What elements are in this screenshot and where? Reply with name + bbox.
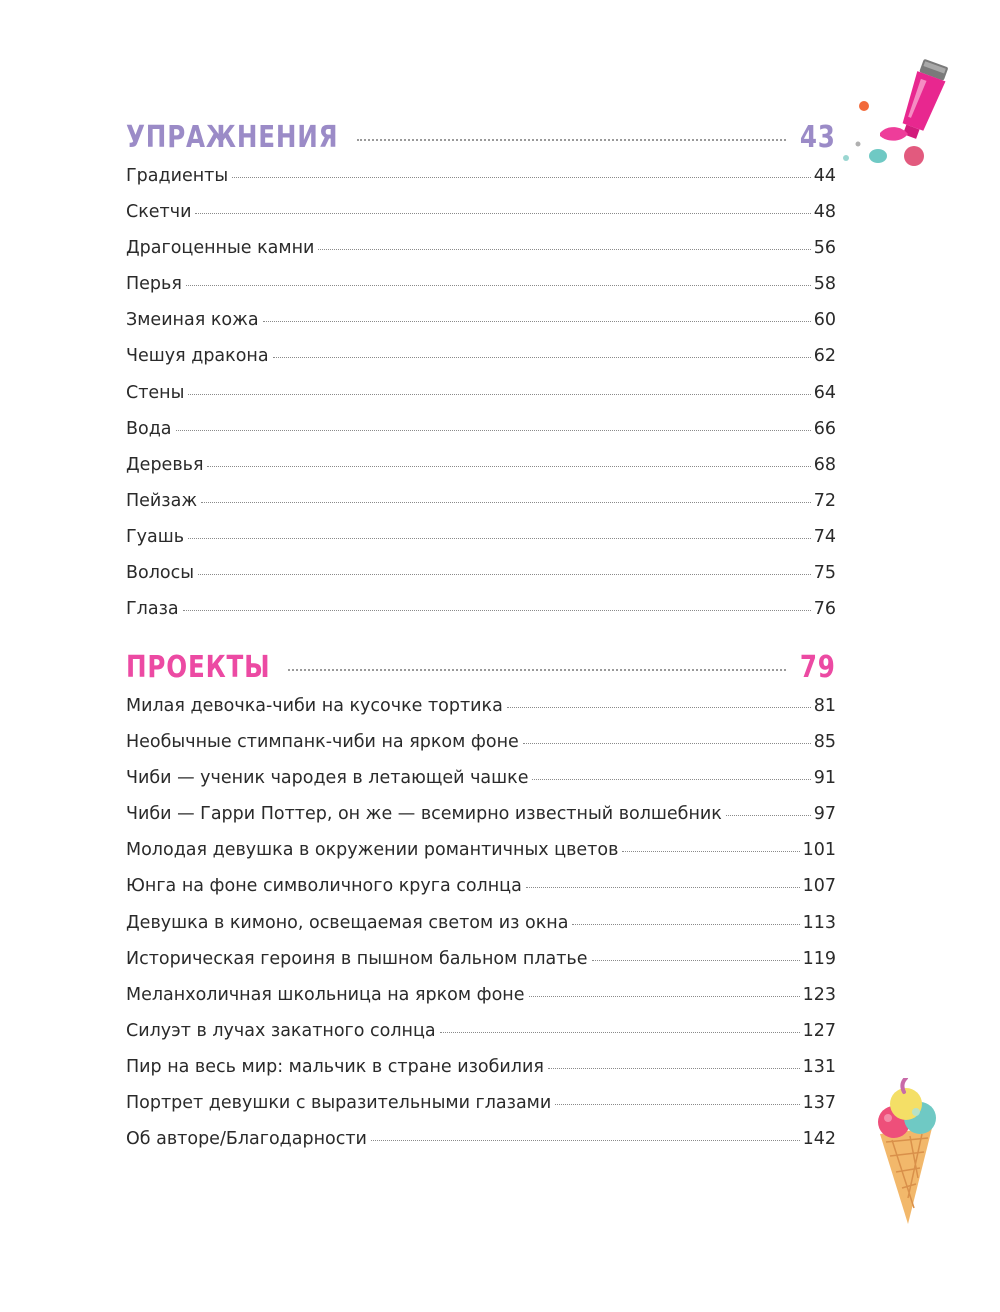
toc-entry[interactable]: [126, 802, 836, 838]
entry-page-number: 127: [802, 1020, 836, 1041]
toc-entry[interactable]: [126, 983, 836, 1019]
entry-title: Вода: [126, 418, 172, 439]
entry-page-number: 44: [813, 166, 836, 186]
entry-title: Необычные стимпанк-чиби на ярком фоне: [126, 732, 519, 753]
entry-title: Девушка в кимоно, освещаемая светом из окна: [126, 912, 569, 933]
entry-title: Градиенты: [126, 166, 229, 186]
entry-page-number: 119: [802, 948, 836, 969]
entry-page-number: 64: [813, 382, 836, 403]
toc-entry[interactable]: [126, 1091, 836, 1127]
toc-entry[interactable]: [126, 381, 836, 417]
toc-entry[interactable]: [126, 838, 836, 874]
entry-title: Драгоценные камни: [126, 238, 315, 259]
entry-title: Перья: [126, 274, 182, 295]
entry-title: Деревья: [126, 454, 204, 475]
toc-entry[interactable]: [126, 874, 836, 910]
entry-title: Скетчи: [126, 202, 192, 223]
section-title: ПРОЕКТЫ: [126, 650, 271, 685]
toc-entry[interactable]: [126, 489, 836, 525]
entry-page-number: 48: [813, 202, 836, 223]
toc-entry[interactable]: [126, 236, 836, 272]
dot-leader: [288, 668, 786, 671]
dot-leader: [198, 573, 811, 575]
entry-page-number: 60: [813, 310, 836, 331]
entry-title: Портрет девушки с выразительными глазами: [126, 1093, 552, 1114]
toc-entry[interactable]: [126, 525, 836, 561]
paint-tube-icon: [840, 48, 950, 178]
toc-section-exercises: [126, 118, 836, 633]
entry-page-number: 107: [802, 876, 836, 897]
toc-entry[interactable]: [126, 694, 836, 730]
toc-entry[interactable]: [126, 730, 836, 766]
dot-leader: [526, 886, 800, 888]
toc-entry[interactable]: [126, 766, 836, 802]
entry-title: Глаза: [126, 599, 179, 620]
toc-entry[interactable]: [126, 164, 836, 200]
entry-title: Чиби — Гарри Поттер, он же — всемирно известный волшебник: [126, 804, 722, 825]
entry-page-number: 131: [802, 1056, 836, 1077]
entry-page-number: 113: [802, 912, 836, 933]
entry-page-number: 85: [813, 732, 836, 753]
entry-title: Змеиная кожа: [126, 310, 259, 331]
entry-title: Об авторе/Благодарности: [126, 1129, 367, 1150]
entry-page-number: 97: [813, 804, 836, 825]
entry-title: Гуашь: [126, 526, 185, 547]
toc-entry[interactable]: [126, 344, 836, 380]
entry-title: Юнга на фоне символичного круга солнца: [126, 876, 522, 897]
entry-page-number: 66: [813, 418, 836, 439]
dot-leader: [232, 176, 811, 178]
entry-page-number: 137: [802, 1093, 836, 1114]
dot-leader: [201, 501, 811, 503]
dot-leader: [523, 742, 811, 744]
entry-title: Пейзаж: [126, 490, 198, 511]
entry-page-number: 74: [813, 526, 836, 547]
toc-entry[interactable]: [126, 200, 836, 236]
dot-leader: [207, 465, 810, 467]
toc-entry[interactable]: [126, 308, 836, 344]
dot-leader: [195, 212, 810, 214]
section-page-number: 79: [800, 650, 836, 685]
entry-title: Чешуя дракона: [126, 346, 269, 367]
ice-cream-cone-icon: [858, 1078, 948, 1228]
toc-list: [126, 164, 836, 633]
entry-page-number: 68: [813, 454, 836, 475]
toc-entry[interactable]: [126, 947, 836, 983]
dot-leader: [548, 1067, 800, 1069]
toc-entry[interactable]: [126, 1127, 836, 1163]
entry-page-number: 75: [813, 563, 836, 584]
dot-leader: [572, 923, 799, 925]
entry-page-number: 81: [813, 696, 836, 716]
toc-entry[interactable]: [126, 911, 836, 947]
entry-page-number: 91: [813, 768, 836, 789]
section-page-number: 43: [800, 120, 836, 155]
toc-entry[interactable]: [126, 1019, 836, 1055]
entry-page-number: 56: [813, 238, 836, 259]
section-heading: [126, 118, 836, 160]
dot-leader: [188, 537, 811, 539]
entry-page-number: 62: [813, 346, 836, 367]
dot-leader: [440, 1031, 800, 1033]
dot-leader: [622, 850, 799, 852]
entry-page-number: 72: [813, 490, 836, 511]
dot-leader: [176, 429, 811, 431]
toc-list: [126, 694, 836, 1163]
dot-leader: [183, 609, 811, 611]
dot-leader: [507, 706, 811, 708]
toc-entry[interactable]: [126, 453, 836, 489]
dot-leader: [263, 320, 811, 322]
entry-page-number: 142: [802, 1129, 836, 1150]
dot-leader: [188, 393, 810, 395]
entry-page-number: 101: [802, 840, 836, 861]
section-title: УПРАЖНЕНИЯ: [126, 120, 339, 155]
dot-leader: [273, 356, 811, 358]
entry-title: Чиби — ученик чародея в летающей чашке: [126, 768, 529, 789]
entry-page-number: 76: [813, 599, 836, 620]
entry-title: Меланхоличная школьница на ярком фоне: [126, 984, 525, 1005]
entry-title: Силуэт в лучах закатного солнца: [126, 1020, 436, 1041]
dot-leader: [529, 995, 800, 997]
dot-leader: [357, 138, 786, 141]
entry-title: Милая девочка-чиби на кусочке тортика: [126, 696, 503, 716]
entry-title: Историческая героиня в пышном бальном платье: [126, 948, 588, 969]
toc-entry[interactable]: [126, 1055, 836, 1091]
toc-section-projects: [126, 648, 836, 1163]
entry-title: Молодая девушка в окружении романтичных цветов: [126, 840, 619, 861]
dot-leader: [532, 778, 810, 780]
entry-page-number: 58: [813, 274, 836, 295]
entry-title: Стены: [126, 382, 185, 403]
toc-entry[interactable]: [126, 417, 836, 453]
dot-leader: [318, 248, 810, 250]
entry-page-number: 123: [802, 984, 836, 1005]
dot-leader: [592, 959, 800, 961]
entry-title: Пир на весь мир: мальчик в стране изобилия: [126, 1056, 544, 1077]
dot-leader: [555, 1103, 799, 1105]
dot-leader: [186, 284, 811, 286]
dot-leader: [726, 814, 811, 816]
toc-entry[interactable]: [126, 272, 836, 308]
dot-leader: [371, 1139, 800, 1141]
entry-title: Волосы: [126, 563, 195, 584]
section-heading: [126, 648, 836, 690]
toc-entry[interactable]: [126, 561, 836, 597]
toc-entry[interactable]: [126, 597, 836, 633]
